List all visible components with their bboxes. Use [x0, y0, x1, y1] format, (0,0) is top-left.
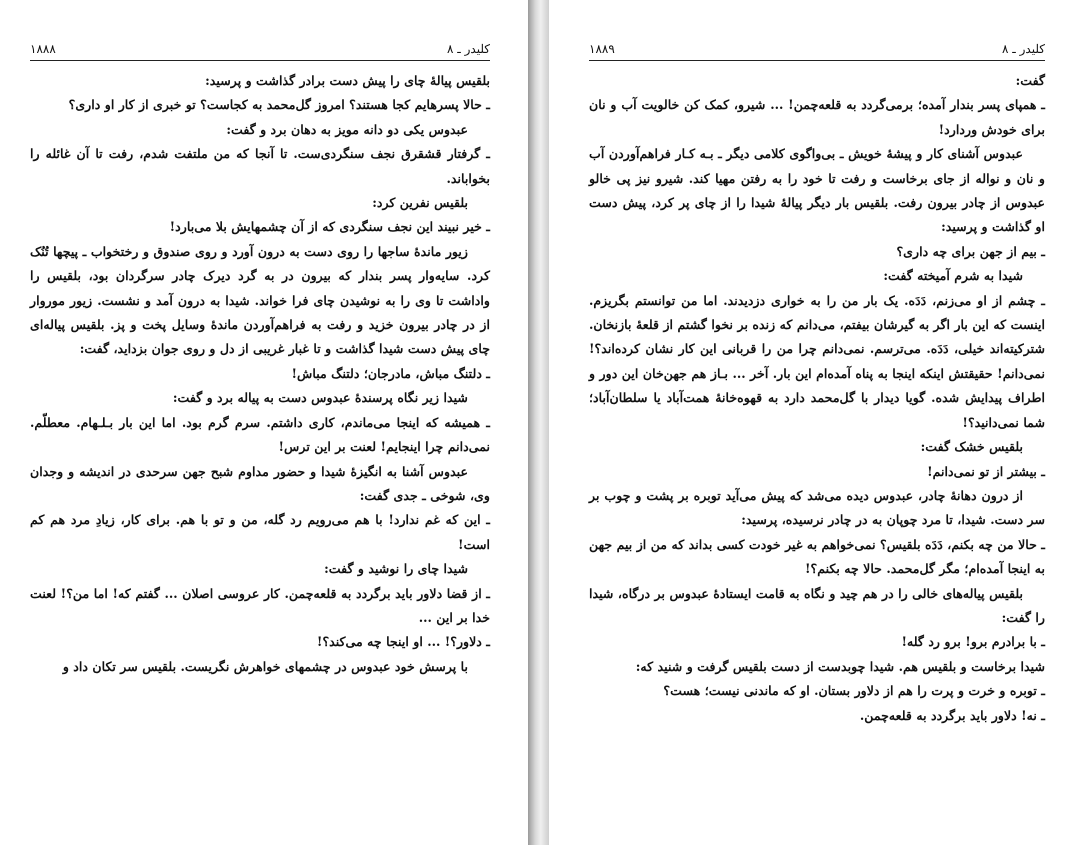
- paragraph: ـ بیم از جهن برای چه داری؟: [896, 243, 1045, 259]
- left-page: [0, 0, 528, 845]
- paragraph: ـ توبره و خرت و پرت را هم از دلاور بستان. او که ماندنی نیست؛ هست؟: [663, 683, 1045, 699]
- paragraph: از درون دهانهٔ چادر، عبدوس دیده می‌شد که پیش می‌آید توبره بر پشت و چوب بر سر دست. شیدا، تا مرد چوپان به در چادر نرسیده، پرسید:: [589, 487, 1045, 528]
- paragraph: عبدوس یکی دو دانه مویز به دهان برد و گفت:: [226, 121, 468, 137]
- paragraph: ـ این که غم ندارد! با هم می‌رویم رد گله، من و تو با هم. برای کار، زیادِ مرد هم کم است!: [30, 512, 490, 552]
- paragraph: ـ همیشه که اینجا می‌ماندم، کاری داشتم. سرم گرم بود. اما این بار بـلـهام. معطلّم. نمی‌دانم چرا اینجایم! لعنت بر این ترس!: [30, 414, 490, 455]
- paragraph: ـ حالا پسرهایم کجا هستند؟ امروز گل‌محمد به کجاست؟ تو خبری از کار او داری؟: [68, 97, 490, 113]
- paragraph: عبدوس آشنا به انگیزهٔ شیدا و حضور مداوم شبح جهن سرحدی در اندیشه و وجدان وی، شوخی ـ جدی گفت:: [30, 463, 490, 503]
- paragraph: بلقیس نفرین کرد:: [372, 195, 468, 211]
- paragraph: گفت:: [1015, 73, 1045, 88]
- book-gutter: [528, 0, 549, 845]
- paragraph: ـ همپای پسر بندار آمده؛ برمی‌گردد به قلعه‌چمن! ... شیرو، کمک کن خالویت آب و نان برای خودش وردارد!: [589, 97, 1045, 137]
- paragraph: ـ از قضا دلاور باید برگردد به قلعه‌چمن. کار عروسی اصلان ... گفتم که! اما من؟! لعنت خدا بر این ...: [30, 585, 490, 625]
- paragraph: ـ خیر نبیند این نجف سنگردی که از آن چشمهایش بلا می‌بارد!: [169, 219, 490, 235]
- paragraph: ـ با برادرم برو! برو رد گله!: [901, 634, 1045, 650]
- left-running-title: کلیدر ـ ۸: [447, 42, 490, 56]
- paragraph: بلقیس خشک گفت:: [920, 439, 1023, 455]
- paragraph: شیدا زیر نگاه پرسندهٔ عبدوس دست به پیاله برد و گفت:: [172, 390, 468, 406]
- paragraph: شیدا برخاست و بلقیس هم. شیدا چوبدست از دست بلقیس گرفت و شنید که:: [635, 658, 1045, 674]
- left-page-number: ۱۸۸۸: [30, 42, 56, 56]
- right-page-number: ۱۸۸۹: [589, 42, 615, 56]
- left-page-body: [30, 69, 490, 679]
- paragraph: ـ حالا من چه بکنم، دَدَه بلقیس؟ نمی‌خواهم به غیر خودت کسی بداند که من از بیم جهن به اینجا آمده‌ام؛ مگر گل‌محمد. حالا چه بکنم؟!: [589, 536, 1045, 577]
- left-page-header: [30, 40, 490, 61]
- paragraph: ـ گرفتار قشقرق نجف سنگردی‌ست. تا آنجا که من ملتفت شدم، رفت تا آن غائله را بخواباند.: [30, 146, 490, 186]
- right-running-title: کلیدر ـ ۸: [1002, 42, 1045, 56]
- paragraph: ـ نه! دلاور باید برگردد به قلعه‌چمن.: [859, 707, 1045, 723]
- paragraph: با پرسش خود عبدوس در چشمهای خواهرش نگریست. بلقیس سر تکان داد و: [62, 658, 468, 674]
- paragraph: ـ چشم از او می‌زنم، دَدَه. یک بار من را به خواری دزدیدند. اما من توانستم بگریزم. اینست که این بار اگر به گیرشان بیفتم، می‌دانم که زنده بر نخوا گشتم از قلعهٔ بازنخان. شترکیته‌اند خیلی، دَدَه. می‌ترسم. نمی‌دانم چرا من را قربانی این کار نشان کرده‌اند؟! نمی‌دانم! حقیقتش اینکه اینجا به پناه آمده‌ام این بار. آخر ... بـاز هم جهن‌خان این دور و اطراف پیدایش شده. گویا دیدار با گل‌محمد دارد به قهوه‌خانهٔ همت‌آباد یا سلطان‌آباد؛ شما نمی‌دانید؟!: [589, 292, 1045, 430]
- paragraph: شیدا به شرم آمیخته گفت:: [883, 268, 1023, 284]
- paragraph: بلقیس پیاله‌های خالی را در هم چید و نگاه به قامت ایستادهٔ عبدوس بر درگاه، شیدا را گفت:: [589, 585, 1045, 625]
- right-page-header: [589, 40, 1045, 61]
- paragraph: ـ دلتنگ مباش، مادرجان؛ دلتنگ مباش!: [291, 365, 490, 381]
- paragraph: شیدا چای را نوشید و گفت:: [324, 561, 468, 577]
- right-page-body: [589, 69, 1045, 728]
- paragraph: بلقیس پیالهٔ چای را پیش دست برادر گذاشت و پرسید:: [205, 73, 490, 88]
- paragraph: ـ دلاور؟! ... او اینجا چه می‌کند؟!: [316, 634, 490, 650]
- paragraph: عبدوس آشنای کار و پیشهٔ خویش ـ بی‌واگوی کلامی دیگر ـ بـه کـار فراهم‌آوردن آب و نان و نواله از جای برخاست و رفت تا خود را به رفتن مهیا کند. شیرو نیز پی خالو عبدوس از چادر بیرون رفت. بلقیس بار دیگر پیالهٔ شیدا را از چای پر کرد، پیش دست او گذاشت و پرسید:: [589, 146, 1045, 235]
- paragraph: زیور ماندهٔ ساجها را روی دست به درون آورد و روی صندوق و رختخواب ـ پیچها تُنُک کرد. سایه‌وار پسر بندار که بیرون در به گرد دیرک چادر سرگردان بود، بلقیس را واداشت تا وی را به نوشیدن چای فرا خواند. شیدا به درون آمد و نشست. زیور موروار از در چادر بیرون خزید و رفت به فراهم‌آوردن ماندهٔ وسایل پخت و پز. بلقیس پیاله‌ای چای پیش دست شیدا گذاشت و تا غبار غریبی از دل و روی جوان بزداید، گفت:: [30, 243, 490, 357]
- right-page: [549, 0, 1077, 845]
- paragraph: ـ بیشتر از تو نمی‌دانم!: [927, 463, 1045, 479]
